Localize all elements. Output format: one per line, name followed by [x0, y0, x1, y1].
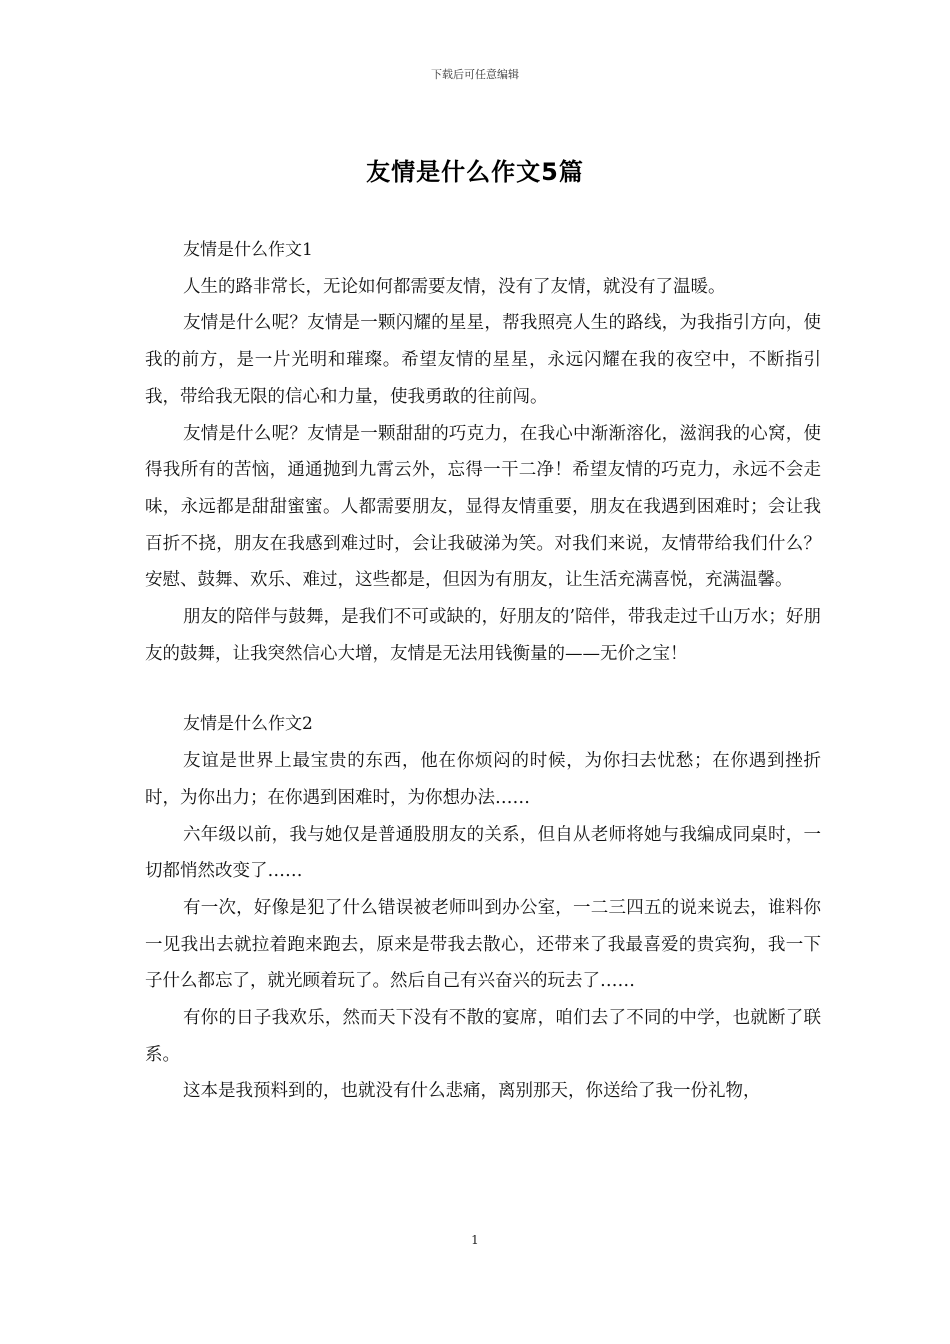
paragraph: 友情是什么呢？友情是一颗甜甜的巧克力，在我心中渐渐溶化，滋润我的心窝，使得我所有的苦恼，通通抛到九霄云外，忘得一干二净！希望友情的巧克力，永远不会走味，永远都是甜甜蜜蜜。人都需要朋友，显得友情重要，朋友在我遇到困难时；会让我百折不挠，朋友在我感到难过时，会让我破涕为笑。对我们来说，友情带给我们什么？安慰、鼓舞、欢乐、难过，这些都是，但因为有朋友，让生活充满喜悦，充满温馨。 — [145, 423, 821, 591]
paragraph: 有你的日子我欢乐，然而天下没有不散的宴席，咱们去了不同的中学，也就断了联系。 — [145, 1008, 821, 1065]
section-spacer — [145, 672, 821, 706]
paragraph: 有一次，好像是犯了什么错误被老师叫到办公室，一二三四五的说来说去，谁料你一见我出去就拉着跑来跑去，原来是带我去散心，还带来了我最喜爱的贵宾狗，我一下子什么都忘了，就光顾着玩了。然后自己有兴奋兴的玩去了…… — [145, 897, 821, 992]
document-title: 友情是什么作文5篇 — [366, 158, 584, 186]
header-note: 下载后可任意编辑 — [431, 68, 519, 81]
document-body — [145, 232, 821, 1110]
section-heading: 友情是什么作文1 — [183, 240, 313, 260]
paragraph: 人生的路非常长，无论如何都需要友情，没有了友情，就没有了温暖。 — [183, 276, 726, 297]
paragraph: 六年级以前，我与她仅是普通股朋友的关系，但自从老师将她与我编成同桌时，一切都悄然改变了…… — [145, 824, 821, 882]
paragraph: 这本是我预料到的，也就没有什么悲痛，离别那天，你送给了我一份礼物， — [183, 1081, 761, 1102]
section-heading: 友情是什么作文2 — [183, 714, 313, 735]
paragraph: 朋友的陪伴与鼓舞，是我们不可或缺的，好朋友的’陪伴，带我走过千山万水；好朋友的鼓舞，让我突然信心大增，友情是无法用钱衡量的——无价之宝！ — [145, 607, 821, 664]
paragraph: 友谊是世界上最宝贵的东西，他在你烦闷的时候，为你扫去忧愁；在你遇到挫折时，为你出力；在你遇到困难时，为你想办法…… — [145, 751, 821, 808]
page-number: 1 — [471, 1233, 479, 1247]
paragraph: 友情是什么呢？友情是一颗闪耀的星星，帮我照亮人生的路线，为我指引方向，使我的前方，是一片光明和璀璨。希望友情的星星，永远闪耀在我的夜空中，不断指引我，带给我无限的信心和力量，使我勇敢的往前闯。 — [145, 313, 821, 407]
